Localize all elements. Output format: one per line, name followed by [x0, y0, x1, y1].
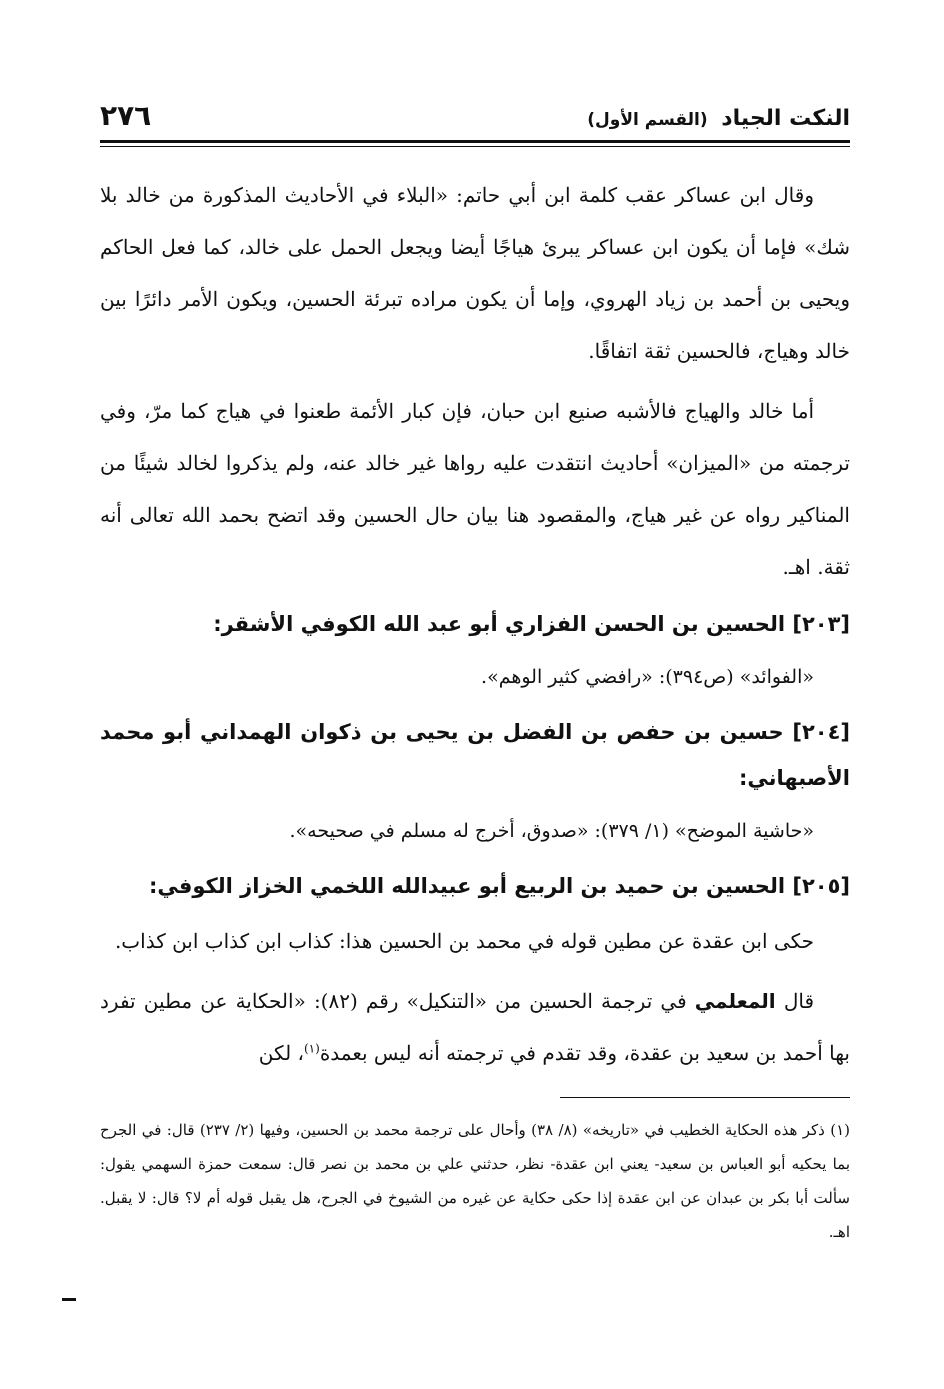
page-number: ٢٧٦: [100, 99, 152, 132]
main-text: [100, 169, 850, 1079]
footnote-separator: [560, 1097, 850, 1098]
entry-text-203: «الفوائد» (ص٣٩٤): «رافضي كثير الوهم».: [481, 666, 814, 688]
running-header: [100, 92, 850, 130]
book-title: [587, 108, 850, 130]
header-thin-rule: [100, 146, 850, 147]
footnotes: [100, 1113, 850, 1249]
book-part: (القسم الأول): [587, 110, 708, 130]
entry-title-203: [٢٠٣] الحسين بن الحسن الفزاري أبو عبد الله الكوفي الأشقر:: [213, 612, 850, 636]
final-paragraph-end: ، لكن: [258, 1041, 304, 1065]
header-thick-rule: [100, 140, 850, 143]
body-paragraph: وقال ابن عساكر عقب كلمة ابن أبي حاتم: «البلاء في الأحاديث المذكورة من خالد بلا شك» فإما أن يكون ابن عساكر يبرئ هياجًا أيضا ويجعل الحمل على خالد، كما فعل الحاكم ويحيى بن أحمد بن زياد الهروي، وإما أن يكون مراده تبرئة الحسين، ويكون الأمر دائرًا بين خالد وهياج، فالحسين ثقة اتفاقًا.: [100, 183, 850, 363]
entry-title-205: [٢٠٥] الحسين بن حميد بن الربيع أبو عبيدالله اللخمي الخزاز الكوفي:: [148, 874, 850, 898]
entry-title-204: [٢٠٤] حسين بن حفص بن الفضل بن يحيى بن ذكوان الهمداني أبو محمد الأصبهاني:: [100, 720, 850, 790]
footnote-item: (١) ذكر هذه الحكاية الخطيب في «تاريخه» (٨/ ٣٨) وأحال على ترجمة محمد بن الحسين، وفيها (٢/ ٢٣٧) قال: في الجرح بما يحكيه أبو العباس بن سعيد- يعني ابن عقدة- نظر، حدثني علي بن محمد بن نصر قال: سمعت حمزة السهمي يقول: سألت أبا بكر بن عبدان عن ابن عقدة إذا حكى حكاية عن غيره من الشيوخ في الجرح، هل يقبل قوله أم لا؟ قال: لا يقبل. اهـ.: [100, 1121, 851, 1241]
final-paragraph-start: قال: [783, 989, 814, 1013]
entry-text-204: «حاشية الموضح» (١/ ٣٧٩): «صدوق، أخرج له مسلم في صحيحه».: [289, 820, 814, 842]
book-page: [100, 92, 850, 1332]
body-paragraph: أما خالد والهياج فالأشبه صنيع ابن حبان، فإن كبار الأئمة طعنوا في هياج كما مرّ، وفي ترجمته من «الميزان» أحاديث انتقدت عليه رواها غير خالد عنه، ولم يذكروا لخالد شيئًا من المناكير رواه عن غير هياج، والمقصود هنا بيان حال الحسين وقد اتضح بحمد الله تعالى أنه ثقة. اهـ.: [100, 399, 850, 579]
final-paragraph-rest: في ترجمة الحسين من «التنكيل» رقم (٨٢): «الحكاية عن مطين تفرد بها أحمد بن سعيد بن عقدة، وقد تقدم في ترجمته أنه ليس بعمدة: [100, 989, 850, 1065]
footnote-reference: (١): [303, 1041, 320, 1056]
scholar-name: المعلمي: [694, 989, 776, 1013]
entry-text-205: حكى ابن عقدة عن مطين قوله في محمد بن الحسين هذا: كذاب ابن كذاب ابن كذاب.: [114, 929, 814, 953]
page-edge-mark: [62, 1298, 76, 1301]
final-paragraph: [100, 975, 850, 1079]
book-title-text: النكت الجياد: [721, 106, 850, 131]
